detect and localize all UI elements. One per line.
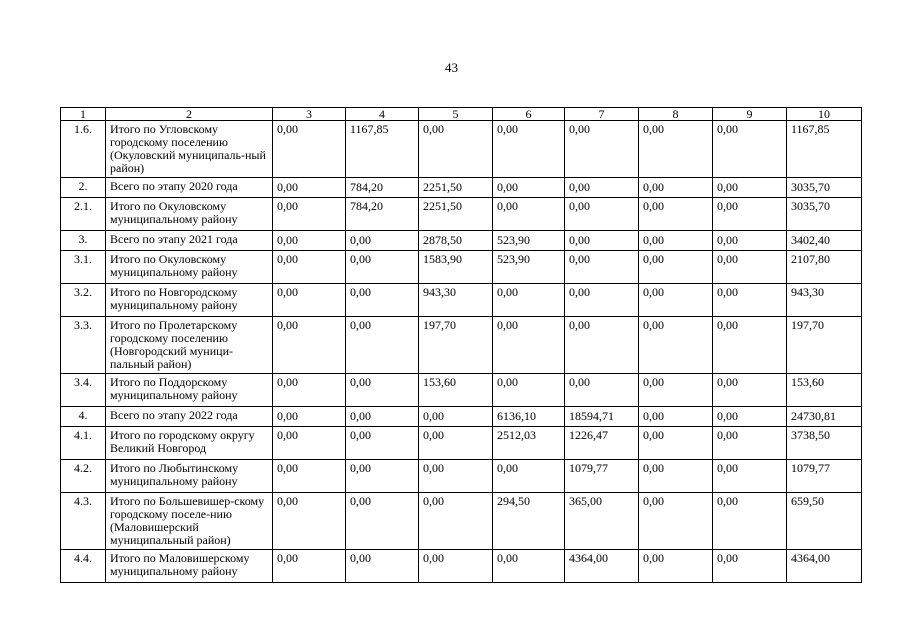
row-number: 4.4. xyxy=(61,550,106,583)
value-cell: 0,00 xyxy=(639,251,713,284)
column-header: 4 xyxy=(346,108,419,121)
value-cell: 6136,10 xyxy=(493,407,565,427)
value-cell: 0,00 xyxy=(493,374,565,407)
value-cell: 0,00 xyxy=(273,374,346,407)
value-cell: 0,00 xyxy=(273,231,346,251)
value-cell: 4364,00 xyxy=(787,550,862,583)
row-number: 2. xyxy=(61,178,106,198)
value-cell: 0,00 xyxy=(713,251,787,284)
value-cell: 0,00 xyxy=(565,178,639,198)
column-header: 1 xyxy=(61,108,106,121)
value-cell: 659,50 xyxy=(787,493,862,550)
row-name: Всего по этапу 2020 года xyxy=(106,178,273,198)
table-row xyxy=(61,198,862,231)
row-number: 3.3. xyxy=(61,317,106,374)
value-cell: 0,00 xyxy=(713,284,787,317)
value-cell: 3738,50 xyxy=(787,427,862,460)
value-cell: 0,00 xyxy=(346,231,419,251)
value-cell: 0,00 xyxy=(273,317,346,374)
row-number: 3.2. xyxy=(61,284,106,317)
value-cell: 18594,71 xyxy=(565,407,639,427)
value-cell: 0,00 xyxy=(273,460,346,493)
value-cell: 0,00 xyxy=(565,231,639,251)
row-number: 2.1. xyxy=(61,198,106,231)
row-number: 4.3. xyxy=(61,493,106,550)
value-cell: 0,00 xyxy=(493,317,565,374)
column-header: 6 xyxy=(493,108,565,121)
row-number: 4. xyxy=(61,407,106,427)
table-row xyxy=(61,427,862,460)
value-cell: 0,00 xyxy=(346,550,419,583)
value-cell: 523,90 xyxy=(493,251,565,284)
table-row xyxy=(61,374,862,407)
column-header: 3 xyxy=(273,108,346,121)
value-cell: 1226,47 xyxy=(565,427,639,460)
value-cell: 1167,85 xyxy=(346,121,419,178)
value-cell: 0,00 xyxy=(565,198,639,231)
value-cell: 0,00 xyxy=(273,427,346,460)
value-cell: 1583,90 xyxy=(419,251,493,284)
value-cell: 4364,00 xyxy=(565,550,639,583)
row-number: 4.2. xyxy=(61,460,106,493)
table-row xyxy=(61,178,862,198)
value-cell: 0,00 xyxy=(419,427,493,460)
value-cell: 0,00 xyxy=(346,407,419,427)
value-cell: 0,00 xyxy=(346,284,419,317)
value-cell: 1167,85 xyxy=(787,121,862,178)
value-cell: 1079,77 xyxy=(787,460,862,493)
value-cell: 0,00 xyxy=(346,493,419,550)
table-row xyxy=(61,231,862,251)
value-cell: 2878,50 xyxy=(419,231,493,251)
value-cell: 943,30 xyxy=(787,284,862,317)
value-cell: 0,00 xyxy=(639,550,713,583)
value-cell: 0,00 xyxy=(493,121,565,178)
table-row xyxy=(61,460,862,493)
value-cell: 0,00 xyxy=(639,493,713,550)
value-cell: 0,00 xyxy=(639,317,713,374)
column-header: 2 xyxy=(106,108,273,121)
row-number: 3.1. xyxy=(61,251,106,284)
value-cell: 0,00 xyxy=(713,198,787,231)
value-cell: 153,60 xyxy=(419,374,493,407)
table-row xyxy=(61,550,862,583)
value-cell: 0,00 xyxy=(346,374,419,407)
table-row xyxy=(61,407,862,427)
value-cell: 0,00 xyxy=(713,374,787,407)
value-cell: 2512,03 xyxy=(493,427,565,460)
value-cell: 0,00 xyxy=(713,427,787,460)
value-cell: 0,00 xyxy=(493,178,565,198)
row-name: Итого по Пролетарскому городскому поселению (Новгородский муници-пальный район) xyxy=(106,317,273,374)
value-cell: 365,00 xyxy=(565,493,639,550)
value-cell: 0,00 xyxy=(713,231,787,251)
value-cell: 2107,80 xyxy=(787,251,862,284)
row-name: Итого по Маловишерскому муниципальному району xyxy=(106,550,273,583)
value-cell: 0,00 xyxy=(713,317,787,374)
column-header: 8 xyxy=(639,108,713,121)
value-cell: 0,00 xyxy=(639,427,713,460)
value-cell: 3035,70 xyxy=(787,178,862,198)
value-cell: 0,00 xyxy=(419,121,493,178)
value-cell: 3035,70 xyxy=(787,198,862,231)
column-header: 5 xyxy=(419,108,493,121)
value-cell: 0,00 xyxy=(273,407,346,427)
value-cell: 0,00 xyxy=(713,550,787,583)
value-cell: 0,00 xyxy=(639,460,713,493)
table-row xyxy=(61,284,862,317)
value-cell: 0,00 xyxy=(273,550,346,583)
row-name: Итого по Окуловскому муниципальному району xyxy=(106,251,273,284)
value-cell: 0,00 xyxy=(713,121,787,178)
table-row xyxy=(61,121,862,178)
value-cell: 0,00 xyxy=(419,460,493,493)
value-cell: 0,00 xyxy=(493,550,565,583)
value-cell: 0,00 xyxy=(419,550,493,583)
value-cell: 0,00 xyxy=(419,407,493,427)
report-table xyxy=(60,107,862,583)
row-name: Итого по Окуловскому муниципальному району xyxy=(106,198,273,231)
value-cell: 0,00 xyxy=(273,178,346,198)
value-cell: 1079,77 xyxy=(565,460,639,493)
row-number: 3. xyxy=(61,231,106,251)
value-cell: 0,00 xyxy=(713,493,787,550)
column-header: 9 xyxy=(713,108,787,121)
row-number: 1.6. xyxy=(61,121,106,178)
value-cell: 3402,40 xyxy=(787,231,862,251)
column-header: 10 xyxy=(787,108,862,121)
value-cell: 0,00 xyxy=(639,284,713,317)
table-row xyxy=(61,317,862,374)
value-cell: 0,00 xyxy=(565,121,639,178)
value-cell: 0,00 xyxy=(273,198,346,231)
value-cell: 0,00 xyxy=(639,121,713,178)
value-cell: 24730,81 xyxy=(787,407,862,427)
value-cell: 0,00 xyxy=(639,231,713,251)
value-cell: 0,00 xyxy=(639,374,713,407)
row-name: Всего по этапу 2022 года xyxy=(106,407,273,427)
table-row xyxy=(61,251,862,284)
value-cell: 294,50 xyxy=(493,493,565,550)
row-name: Итого по Новгородскому муниципальному району xyxy=(106,284,273,317)
table-row xyxy=(61,493,862,550)
value-cell: 0,00 xyxy=(273,493,346,550)
row-name: Всего по этапу 2021 года xyxy=(106,231,273,251)
value-cell: 0,00 xyxy=(713,407,787,427)
column-header: 7 xyxy=(565,108,639,121)
header-row xyxy=(61,108,862,121)
row-name: Итого по Поддорскому муниципальному району xyxy=(106,374,273,407)
value-cell: 0,00 xyxy=(493,460,565,493)
value-cell: 0,00 xyxy=(346,251,419,284)
value-cell: 0,00 xyxy=(565,284,639,317)
row-name: Итого по Угловскому городскому поселению (Окуловский муниципаль-ный район) xyxy=(106,121,273,178)
value-cell: 0,00 xyxy=(639,407,713,427)
value-cell: 0,00 xyxy=(493,284,565,317)
row-name: Итого по Большевишер-скому городскому поселе-нию (Маловишерский муниципальный район) xyxy=(106,493,273,550)
value-cell: 0,00 xyxy=(639,178,713,198)
value-cell: 0,00 xyxy=(273,284,346,317)
value-cell: 0,00 xyxy=(565,317,639,374)
value-cell: 0,00 xyxy=(346,427,419,460)
row-number: 3.4. xyxy=(61,374,106,407)
value-cell: 943,30 xyxy=(419,284,493,317)
value-cell: 784,20 xyxy=(346,198,419,231)
value-cell: 0,00 xyxy=(713,460,787,493)
value-cell: 0,00 xyxy=(273,121,346,178)
page-number: 43 xyxy=(445,60,458,75)
row-name: Итого по Любытинскому муниципальному району xyxy=(106,460,273,493)
value-cell: 197,70 xyxy=(787,317,862,374)
value-cell: 0,00 xyxy=(346,317,419,374)
value-cell: 2251,50 xyxy=(419,198,493,231)
value-cell: 0,00 xyxy=(565,251,639,284)
value-cell: 153,60 xyxy=(787,374,862,407)
value-cell: 0,00 xyxy=(346,460,419,493)
value-cell: 0,00 xyxy=(639,198,713,231)
value-cell: 784,20 xyxy=(346,178,419,198)
value-cell: 0,00 xyxy=(273,251,346,284)
row-number: 4.1. xyxy=(61,427,106,460)
value-cell: 197,70 xyxy=(419,317,493,374)
value-cell: 0,00 xyxy=(565,374,639,407)
value-cell: 523,90 xyxy=(493,231,565,251)
value-cell: 0,00 xyxy=(713,178,787,198)
row-name: Итого по городскому округу Великий Новгород xyxy=(106,427,273,460)
value-cell: 0,00 xyxy=(419,493,493,550)
value-cell: 0,00 xyxy=(493,198,565,231)
value-cell: 2251,50 xyxy=(419,178,493,198)
